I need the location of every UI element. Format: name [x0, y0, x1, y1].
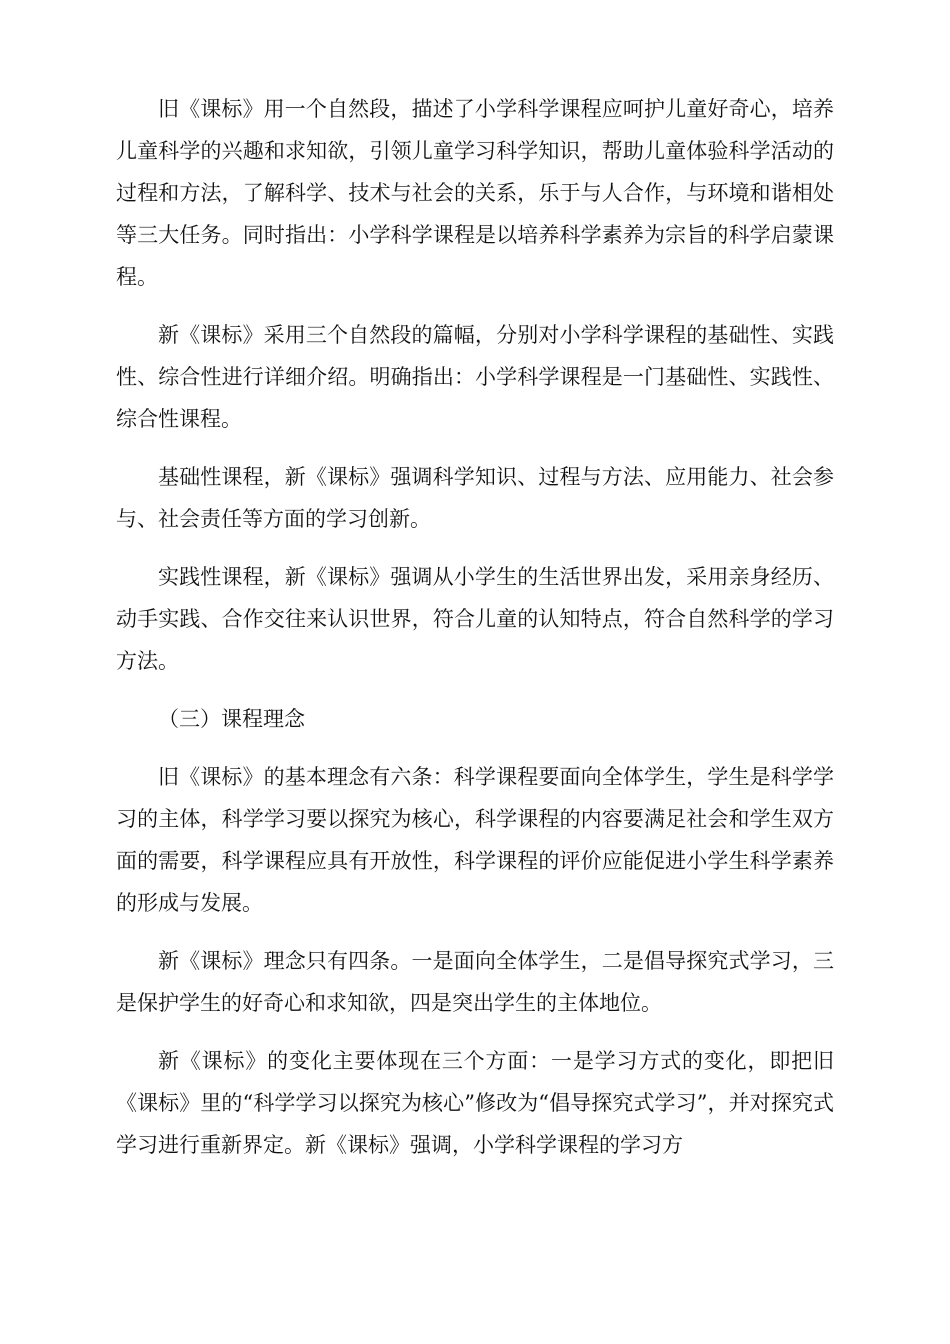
- paragraph-old-standard-tasks: 旧《课标》用一个自然段，描述了小学科学课程应呵护儿童好奇心，培养儿童科学的兴趣和求知欲，引领儿童学习科学知识，帮助儿童体验科学活动的过程和方法，了解科学、技术与社会的关系，乐于与人合作，与环境和谐相处等三大任务。同时指出：小学科学课程是以培养科学素养为宗旨的科学启蒙课程。: [116, 97, 834, 289]
- document-page: [116, 88, 834, 1182]
- paragraph-practical-course: 实践性课程，新《课标》强调从小学生的生活世界出发，采用亲身经历、动手实践、合作交往来认识世界，符合儿童的认知特点，符合自然科学的学习方法。: [116, 565, 834, 673]
- paragraph-foundational-course: 基础性课程，新《课标》强调科学知识、过程与方法、应用能力、社会参与、社会责任等方面的学习创新。: [116, 465, 834, 531]
- paragraph-old-standard-philosophy: 旧《课标》的基本理念有六条：科学课程要面向全体学生，学生是科学学习的主体，科学学习要以探究为核心，科学课程的内容要满足社会和学生双方面的需要，科学课程应具有开放性，科学课程的评价应能促进小学生科学素养的形成与发展。: [116, 765, 834, 915]
- paragraph-changes: 新《课标》的变化主要体现在三个方面：一是学习方式的变化，即把旧《课标》里的“科学学习以探究为核心”修改为“倡导探究式学习”，并对探究式学习进行重新界定。新《课标》强调，小学科学课程的学习方: [116, 1049, 834, 1157]
- section-heading-course-philosophy: （三）课程理念: [158, 707, 305, 731]
- paragraph-new-standard-philosophy: 新《课标》理念只有四条。一是面向全体学生，二是倡导探究式学习，三是保护学生的好奇心和求知欲，四是突出学生的主体地位。: [116, 949, 834, 1015]
- paragraph-new-standard-nature: 新《课标》采用三个自然段的篇幅，分别对小学科学课程的基础性、实践性、综合性进行详细介绍。明确指出：小学科学课程是一门基础性、实践性、综合性课程。: [116, 323, 834, 431]
